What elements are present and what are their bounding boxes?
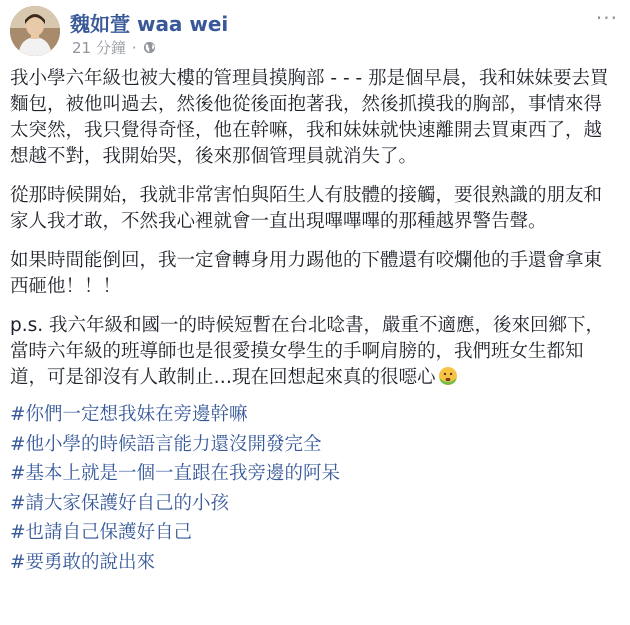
hashtag-list [10,400,614,577]
post-meta [72,37,156,58]
post-paragraph: 從那時候開始，我就非常害怕與陌生人有肢體的接觸，要很熟識的朋友和家人我才敢，不然我心裡就會一直出現嗶嗶嗶的那種越界警告聲。 [10,185,603,232]
hashtag-link[interactable]: #你們一定想我妹在旁邊幹嘛 [10,404,248,425]
meta-separator: · [131,38,137,57]
hashtag-link[interactable]: #基本上就是一個一直跟在我旁邊的阿呆 [10,463,341,484]
globe-icon[interactable] [143,41,156,54]
post-paragraph: 如果時間能倒回，我一定會轉身用力踢他的下體還有咬爛他的手還會拿東西砸他！！！ [10,250,603,297]
author-name[interactable]: 魏如萱 waa wei [70,12,229,36]
hashtag-link[interactable]: #要勇敢的說出來 [10,551,156,573]
nauseated-face-icon [438,366,458,386]
post-time[interactable]: 21 分鐘 [72,39,126,57]
post-paragraph-text: p.s. 我六年級和國一的時候短暫在台北唸書，嚴重不適應，後來回鄉下，當時六年級的班導師也是很愛摸女學生的手啊肩膀的，我們班女生都知道，可是卻沒有人敢制止…現在回想起來真的很噁心 [10,315,605,388]
hashtag-link[interactable]: #也請自己保護好自己 [10,522,193,543]
post-header [10,6,620,56]
hashtag-link[interactable]: #請大家保護好自己的小孩 [10,492,230,514]
more-options-icon[interactable]: ··· [595,6,618,30]
avatar[interactable] [10,6,60,56]
post-paragraph-ps [10,313,614,391]
post-paragraph: 我小學六年級也被大樓的管理員摸胸部 - - - 那是個早晨，我和妹妹要去買麵包，被他叫過去，然後他從後面抱著我，然後抓摸我的胸部，事情來得太突然，我只覺得奇怪，他在幹嘛，我和妹妹就快速離開去買東西了，越想越不對，我開始哭，後來那個管理員就消失了。 [10,68,609,167]
post-body [10,66,614,577]
avatar-photo [10,6,60,56]
hashtag-link[interactable]: #他小學的時候語言能力還沒開發完全 [10,433,322,455]
